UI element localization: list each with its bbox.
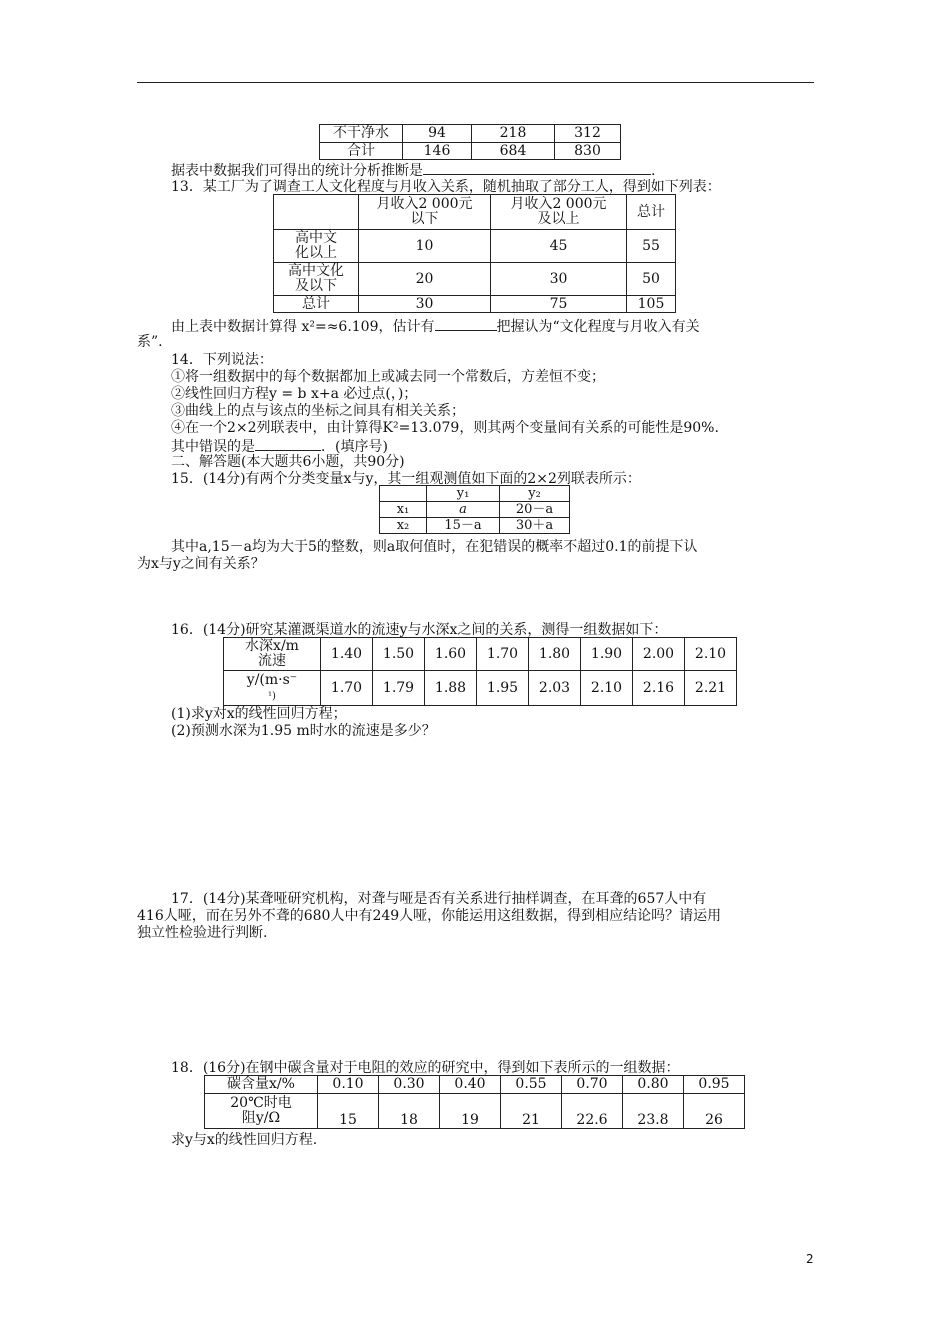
table-row: 总计 30 75 105 [274,296,676,313]
table-row: 高中文化 及以下 20 30 50 [274,263,676,296]
q14-item: ②线性回归方程y = b x+a 必过点(，)； [171,386,418,402]
q14-ask: 其中错误的是 ．(填序号) [171,436,388,456]
q18-ask: 求y与x的线性回归方程. [171,1132,318,1148]
q17-text: 独立性检验进行判断. [137,925,268,941]
q15-text: 其中a,15－a均为大于5的整数，则a取何值时，在犯错误的概率不超过0.1的前提下认 [171,539,698,555]
table-row: y₁ y₂ [380,486,570,502]
page-number: 2 [806,1252,814,1266]
table-q15 [379,485,570,534]
table-q12-continued [319,124,621,160]
q15-stem: 15．(14分)有两个分类变量x与y，其一组观测值如下面的2×2列联表所示： [171,471,641,487]
q14-stem: 14．下列说法： [171,352,273,368]
q14-item: ④在一个2×2列联表中，由计算得K²=13.079，则其两个变量间有关系的可能性是90%. [171,420,719,436]
table-q16 [223,637,737,706]
q17-text: 17．(14分)某聋哑研究机构，对聋与哑是否有关系进行抽样调查，在耳聋的657人中有 [171,891,707,907]
table-row: 20℃时电 阻y/Ω 15 18 19 21 22.6 23.8 26 [205,1094,745,1129]
q12-conclusion-line: 据表中数据我们可得出的统计分析推断是 . [171,160,655,180]
table-row: y/(m·s⁻ ¹) 1.70 1.79 1.88 1.95 2.03 2.10 2.16 2.21 [224,671,737,706]
table-row: 合计 146 684 830 [320,143,621,160]
q16-sub: (1)求y对x的线性回归方程； [171,706,347,722]
q13-stem: 13．某工厂为了调查工人文化程度与月收入关系，随机抽取了部分工人，得到如下列表： [171,179,721,195]
table-row: 碳含量x/% 0.10 0.30 0.40 0.55 0.70 0.80 0.95 [205,1076,745,1094]
q16-sub: (2)预测水深为1.95 m时水的流速是多少？ [171,723,436,739]
section-heading: 二、解答题(本大题共6小题，共90分) [171,454,405,470]
table-row: 高中文 化以上 10 45 55 [274,230,676,263]
q14-item: ①将一组数据中的每个数据都加上或减去同一个常数后，方差恒不变； [171,369,605,385]
table-row: 月收入2 000元 以下 月收入2 000元 及以上 总计 [274,195,676,230]
q16-stem: 16．(14分)研究某灌溉渠道水的流速y与水深x之间的关系，测得一组数据如下： [171,622,668,638]
header-rule [137,82,814,83]
q18-stem: 18．(16分)在钢中碳含量对于电阻的效应的研究中，得到如下表所示的一组数据： [171,1060,680,1076]
q15-text: 为x与y之间有关系？ [137,556,265,572]
table-row: 不干净水 94 218 312 [320,125,621,143]
table-q13 [273,194,676,313]
table-row: 水深x/m 流速 1.40 1.50 1.60 1.70 1.80 1.90 2.00 2.10 [224,638,737,671]
q14-item: ③曲线上的点与该点的坐标之间具有相关关系； [171,403,465,419]
table-row: x₁ a 20－a [380,502,570,518]
table-q18 [204,1075,745,1129]
table-row: x₂ 15－a 30＋a [380,518,570,534]
q13-after-line-2: 系”. [137,334,163,350]
answer-blank[interactable] [423,160,651,175]
answer-blank[interactable] [435,316,497,331]
q17-text: 416人哑，而在另外不聋的680人中有249人哑，你能运用这组数据，得到相应结论吗？请运用 [137,908,722,924]
answer-blank[interactable] [255,436,321,451]
q13-after-line: 由上表中数据计算得 x²=≈6.109，估计有 把握认为“文化程度与月收入有关 [171,316,700,336]
